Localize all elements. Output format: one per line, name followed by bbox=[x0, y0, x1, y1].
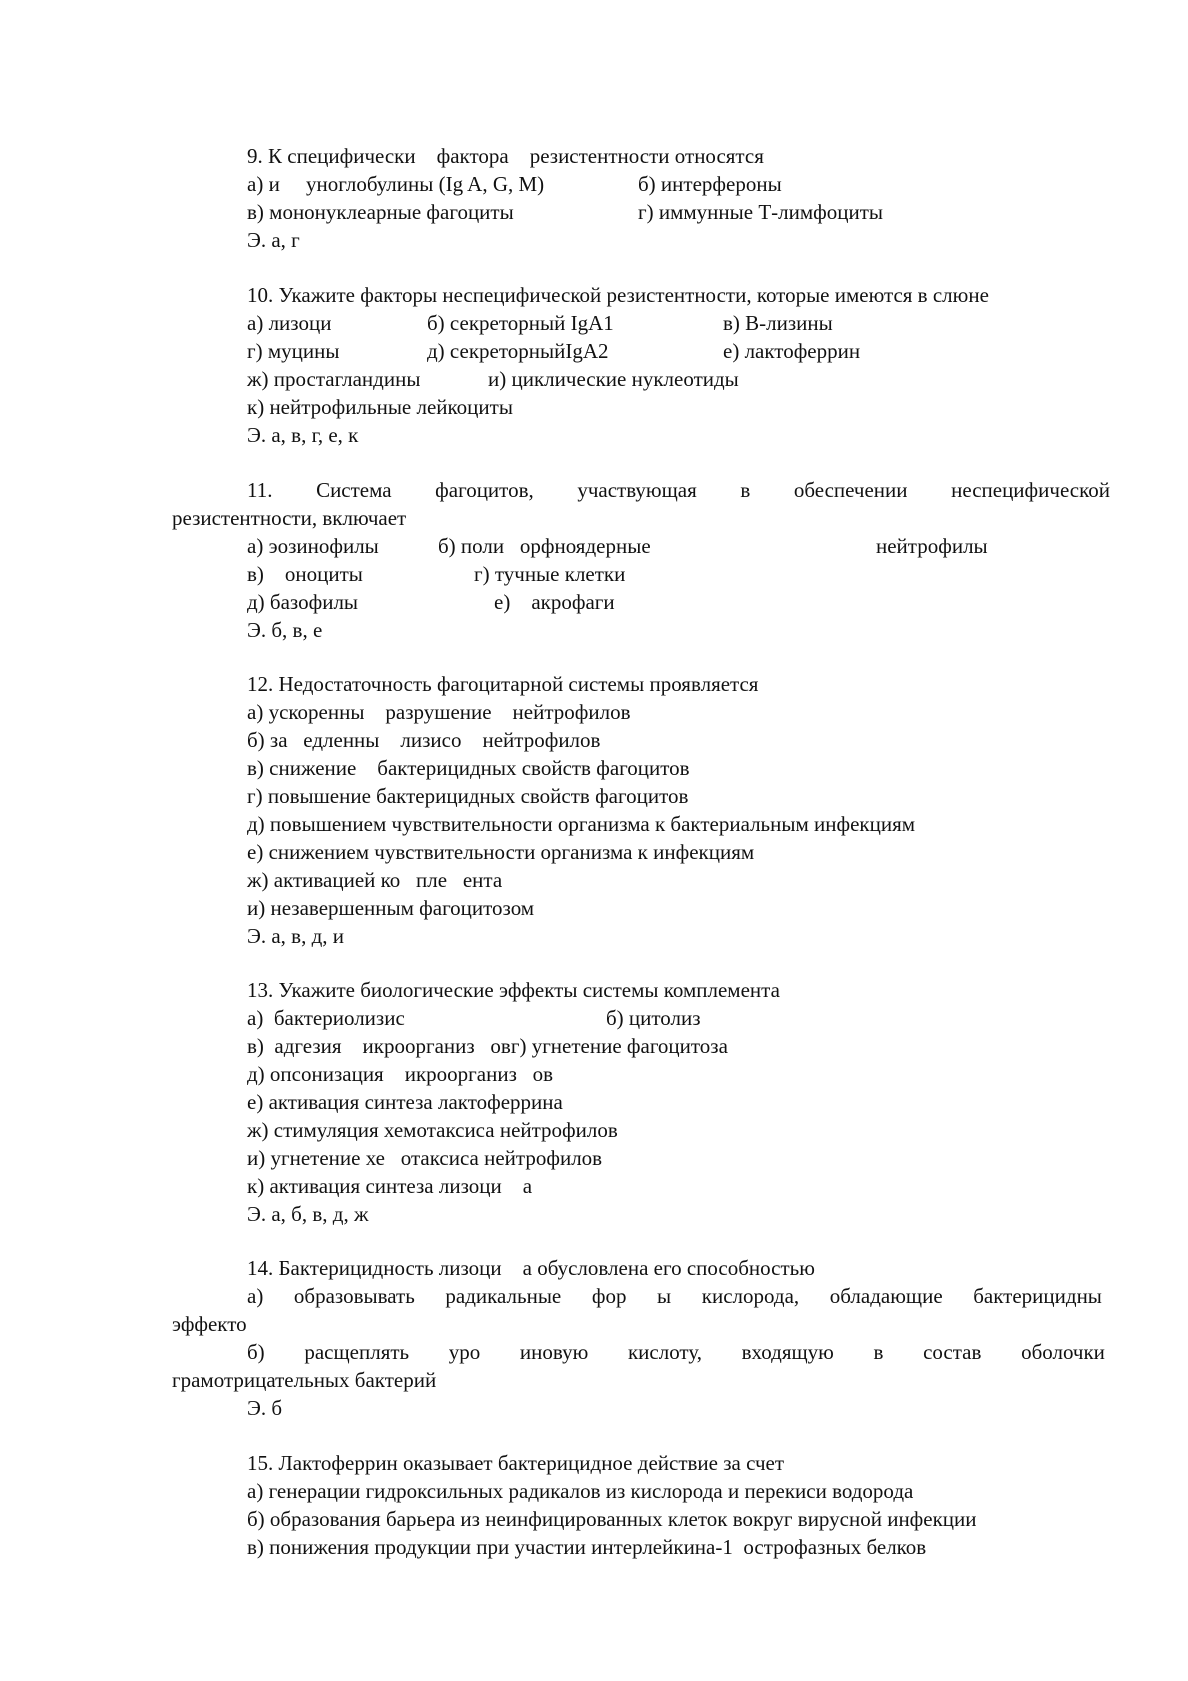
q14-option-a-word: обладающие bbox=[829, 1284, 943, 1308]
q11-title-word: участвующая bbox=[577, 478, 697, 502]
q9-option-v: в) мононуклеарные фагоциты bbox=[247, 200, 514, 224]
q13-option-e: е) активация синтеза лактоферрина bbox=[247, 1090, 563, 1114]
q9-option-b: б) интерфероны bbox=[638, 172, 782, 196]
q11-title-word: неспецифической bbox=[951, 478, 1110, 502]
q13-option-d: д) опсонизация икроорганиз ов bbox=[247, 1062, 554, 1086]
q14-option-b-word: состав bbox=[923, 1340, 982, 1364]
q12-option-g: г) повышение бактерицидных свойств фагоцитов bbox=[247, 784, 689, 808]
q14-option-b-word: расщеплять bbox=[304, 1340, 410, 1364]
q11-answer: Э. б, в, е bbox=[247, 618, 323, 642]
q10-option-b: б) секреторный IgA1 bbox=[427, 311, 614, 335]
q10-option-g: г) муцины bbox=[247, 339, 340, 363]
q13-answer: Э. а, б, в, д, ж bbox=[247, 1202, 369, 1226]
q14-option-b-word: кислоту, bbox=[627, 1340, 702, 1364]
q11-title-continuation: резистентности, включает bbox=[172, 506, 407, 530]
q10-option-v: в) В-лизины bbox=[723, 311, 833, 335]
q14-option-a-word: радикальные bbox=[445, 1284, 562, 1308]
q9-title: 9. К специфически фактора резистентности относятся bbox=[247, 144, 764, 168]
q14-option-b bbox=[247, 1340, 1105, 1364]
q14-option-a-word: бактерицидны bbox=[973, 1284, 1102, 1308]
q14-option-b-word: иновую bbox=[519, 1340, 589, 1364]
q9-answer: Э. а, г bbox=[247, 228, 300, 252]
q14-option-b-word: оболочки bbox=[1021, 1340, 1105, 1364]
q14-option-a bbox=[247, 1284, 1102, 1308]
q11-title bbox=[247, 478, 1110, 502]
q11-option-g: г) тучные клетки bbox=[474, 562, 626, 586]
q13-option-v: в) адгезия икроорганиз овг) угнетение фагоцитоза bbox=[247, 1034, 728, 1058]
q14-option-a-word: а) bbox=[247, 1284, 264, 1308]
q13-option-zh: ж) стимуляция хемотаксиса нейтрофилов bbox=[247, 1118, 618, 1142]
q15-option-a: а) генерации гидроксильных радикалов из кислорода и перекиси водорода bbox=[247, 1479, 914, 1503]
q13-option-k: к) активация синтеза лизоци а bbox=[247, 1174, 533, 1198]
q10-option-a: а) лизоци bbox=[247, 311, 332, 335]
q12-option-d: д) повышением чувствительности организма к бактериальным инфекциям bbox=[247, 812, 916, 836]
q10-title: 10. Укажите факторы неспецифической резистентности, которые имеются в слюне bbox=[247, 283, 989, 307]
q12-title: 12. Недостаточность фагоцитарной системы проявляется bbox=[247, 672, 759, 696]
q14-option-b-continuation: грамотрицательных бактерий bbox=[172, 1368, 437, 1392]
q12-option-v: в) снижение бактерицидных свойств фагоцитов bbox=[247, 756, 690, 780]
q14-option-a-word: кислорода, bbox=[701, 1284, 800, 1308]
q10-option-e: е) лактоферрин bbox=[723, 339, 861, 363]
q11-title-word: в bbox=[740, 478, 751, 502]
q11-option-a: а) эозинофилы bbox=[247, 534, 379, 558]
q12-option-e: е) снижением чувствительности организма к инфекциям bbox=[247, 840, 755, 864]
q9-option-a: а) и уноглобулины (Ig A, G, M) bbox=[247, 172, 545, 196]
q14-option-a-word: ы bbox=[657, 1284, 672, 1308]
q11-option-b: б) поли орфноядерные bbox=[438, 534, 651, 558]
q11-title-word: 11. bbox=[247, 478, 273, 502]
q11-option-v: в) оноциты bbox=[247, 562, 363, 586]
q14-option-b-word: входящую bbox=[741, 1340, 834, 1364]
q14-title: 14. Бактерицидность лизоци а обусловлена его способностью bbox=[247, 1256, 815, 1280]
q12-option-i: и) незавершенным фагоцитозом bbox=[247, 896, 535, 920]
q14-option-a-word: образовывать bbox=[293, 1284, 415, 1308]
q10-option-zh: ж) простагландины bbox=[247, 367, 421, 391]
q11-title-word: фагоцитов, bbox=[435, 478, 534, 502]
q11-option-b-tail: нейтрофилы bbox=[876, 534, 988, 558]
q12-option-a: а) ускоренны разрушение нейтрофилов bbox=[247, 700, 631, 724]
q12-answer: Э. а, в, д, и bbox=[247, 924, 345, 948]
q15-option-v: в) понижения продукции при участии интерлейкина-1 острофазных белков bbox=[247, 1535, 927, 1559]
q12-option-zh: ж) активацией ко пле ента bbox=[247, 868, 503, 892]
q10-option-k: к) нейтрофильные лейкоциты bbox=[247, 395, 513, 419]
q13-option-i: и) угнетение хе отаксиса нейтрофилов bbox=[247, 1146, 603, 1170]
q10-option-i: и) циклические нуклеотиды bbox=[488, 367, 739, 391]
q14-option-a-word: фор bbox=[591, 1284, 627, 1308]
q11-option-e: е) акрофаги bbox=[494, 590, 615, 614]
q14-answer: Э. б bbox=[247, 1396, 283, 1420]
q9-option-g: г) иммунные Т-лимфоциты bbox=[638, 200, 884, 224]
q14-option-b-word: б) bbox=[247, 1340, 265, 1364]
q13-option-b: б) цитолиз bbox=[606, 1006, 701, 1030]
q15-title: 15. Лактоферрин оказывает бактерицидное действие за счет bbox=[247, 1451, 785, 1475]
q10-answer: Э. а, в, г, е, к bbox=[247, 423, 359, 447]
q15-option-b: б) образования барьера из неинфицированных клеток вокруг вирусной инфекции bbox=[247, 1507, 977, 1531]
q10-option-d: д) секреторныйIgA2 bbox=[427, 339, 609, 363]
q13-title: 13. Укажите биологические эффекты системы комплемента bbox=[247, 978, 780, 1002]
q13-option-a: а) бактериолизис bbox=[247, 1006, 405, 1030]
q11-title-word: обеспечении bbox=[793, 478, 908, 502]
q14-option-a-continuation: эффекто bbox=[172, 1312, 247, 1336]
q14-option-b-word: в bbox=[873, 1340, 884, 1364]
q11-option-d: д) базофилы bbox=[247, 590, 359, 614]
q14-option-b-word: уро bbox=[448, 1340, 481, 1364]
q11-title-word: Система bbox=[316, 478, 392, 502]
q12-option-b: б) за едленны лизисо нейтрофилов bbox=[247, 728, 601, 752]
